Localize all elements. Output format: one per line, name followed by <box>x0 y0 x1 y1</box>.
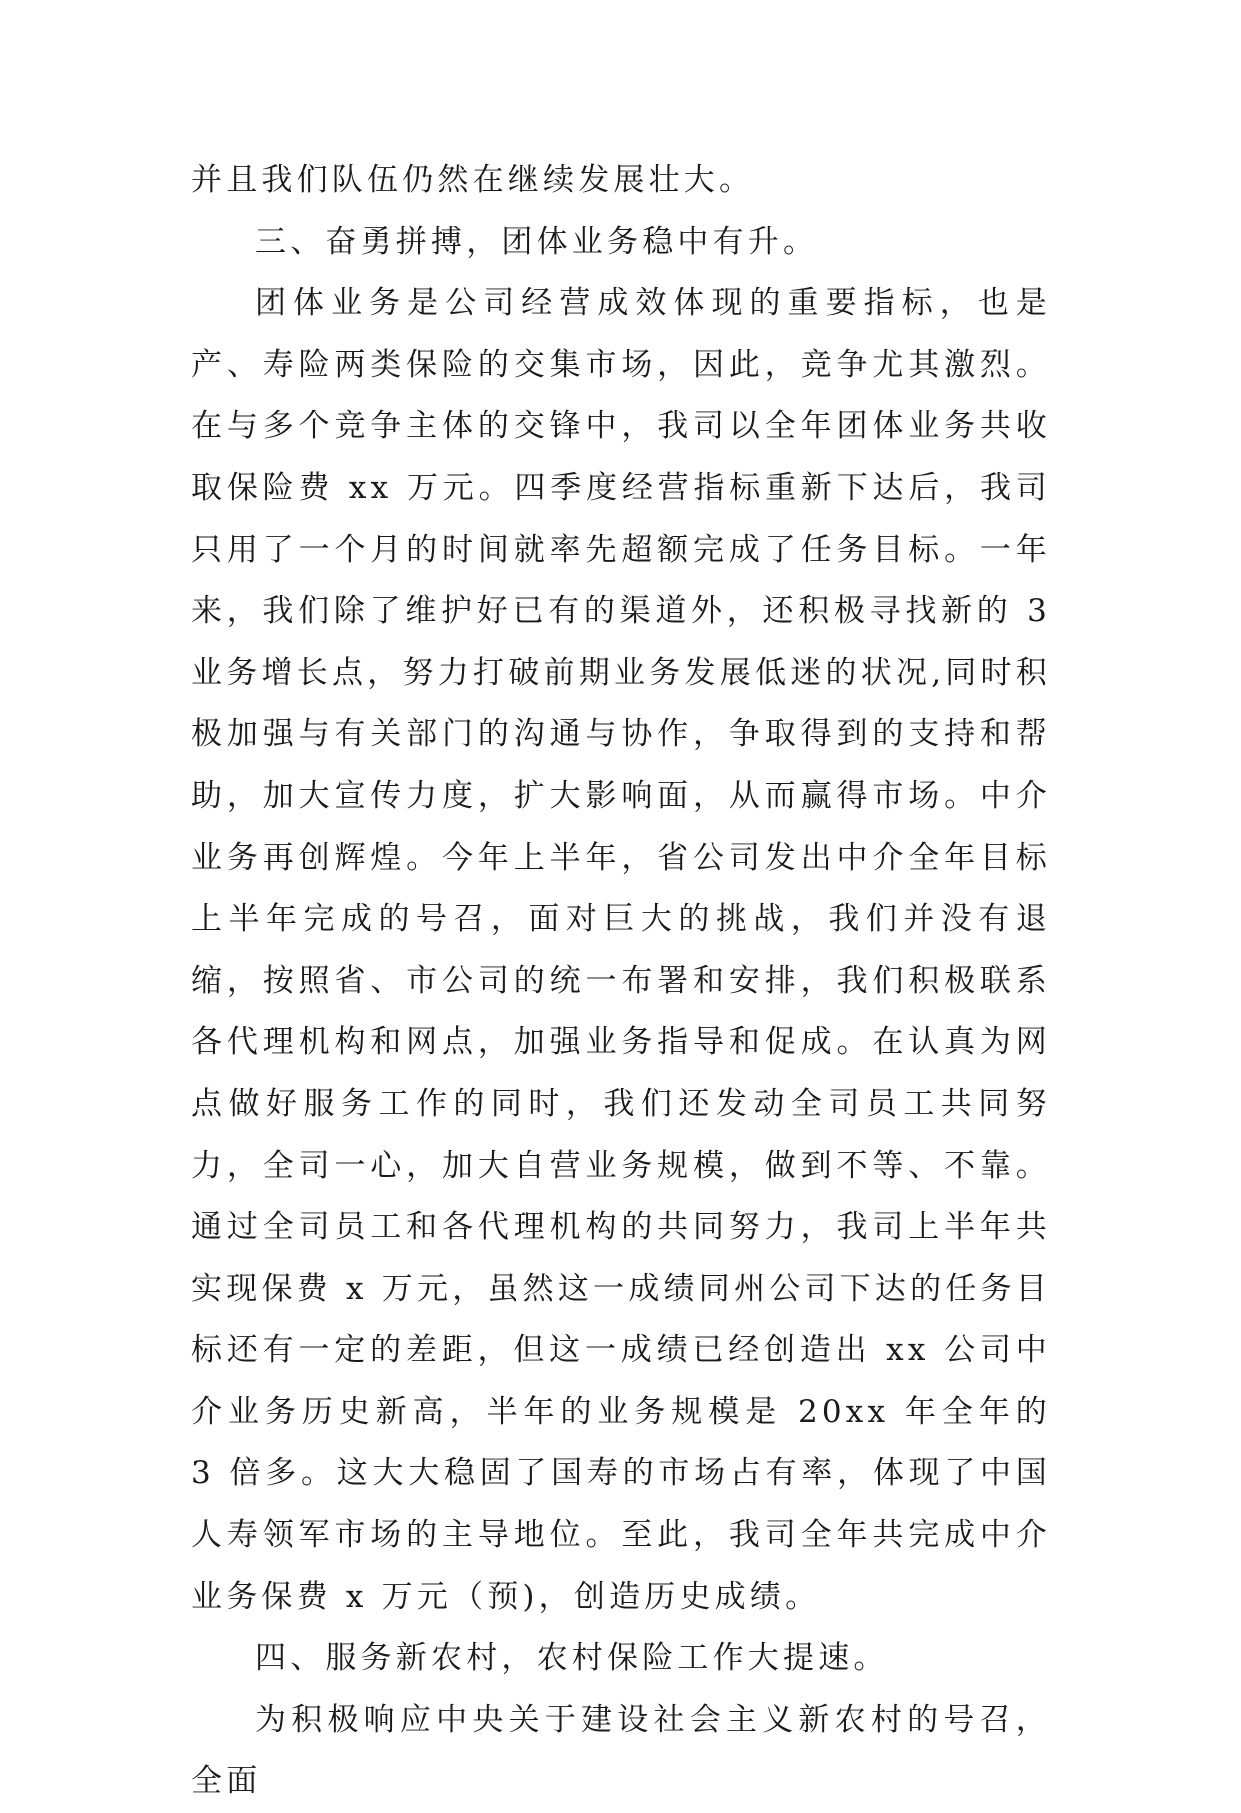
document-body <box>191 150 1051 1813</box>
section-heading-3: 三、奋勇拼搏，团体业务稳中有升。 <box>255 223 819 260</box>
paragraph-rural-insurance: 为积极响应中央关于建设社会主义新农村的号召，全面 <box>191 1701 1051 1800</box>
section-heading-4: 四、服务新农村，农村保险工作大提速。 <box>255 1640 889 1677</box>
paragraph-continuation: 并且我们队伍仍然在继续发展壮大。 <box>191 162 755 198</box>
paragraph-group-business: 团体业务是公司经营成效体现的重要指标，也是产、寿险两类保险的交集市场，因此，竞争尤其激烈。在与多个竞争主体的交锋中，我司以全年团体业务共收取保险费 xx 万元。四季度经营指标重新下达后，我司只用了一个月的时间就率先超额完成了任务目标。一年来，我们除了维护好已有的渠道外，还积极寻找新的 3 业务增长点，努力打破前期业务发展低迷的状况,同时积极加强与有关部门的沟通与协作，争取得到的支持和帮助，加大宣传力度，扩大影响面，从而赢得市场。中介业务再创辉煌。今年上半年，省公司发出中介全年目标上半年完成的号召，面对巨大的挑战，我们并没有退缩，按照省、市公司的统一布署和安排，我们积极联系各代理机构和网点，加强业务指导和促成。在认真为网点做好服务工作的同时，我们还发动全司员工共同努力，全司一心，加大自营业务规模，做到不等、不靠。通过全司员工和各代理机构的共同努力，我司上半年共实现保费 x 万元，虽然这一成绩同州公司下达的任务目标还有一定的差距，但这一成绩已经创造出 xx 公司中介业务历史新高，半年的业务规模是 20xx 年全年的 3 倍多。这大大稳固了国寿的市场占有率，体现了中国人寿领军市场的主导地位。至此，我司全年共完成中介业务保费 x 万元（预)，创造历史成绩。 <box>191 285 1051 1615</box>
